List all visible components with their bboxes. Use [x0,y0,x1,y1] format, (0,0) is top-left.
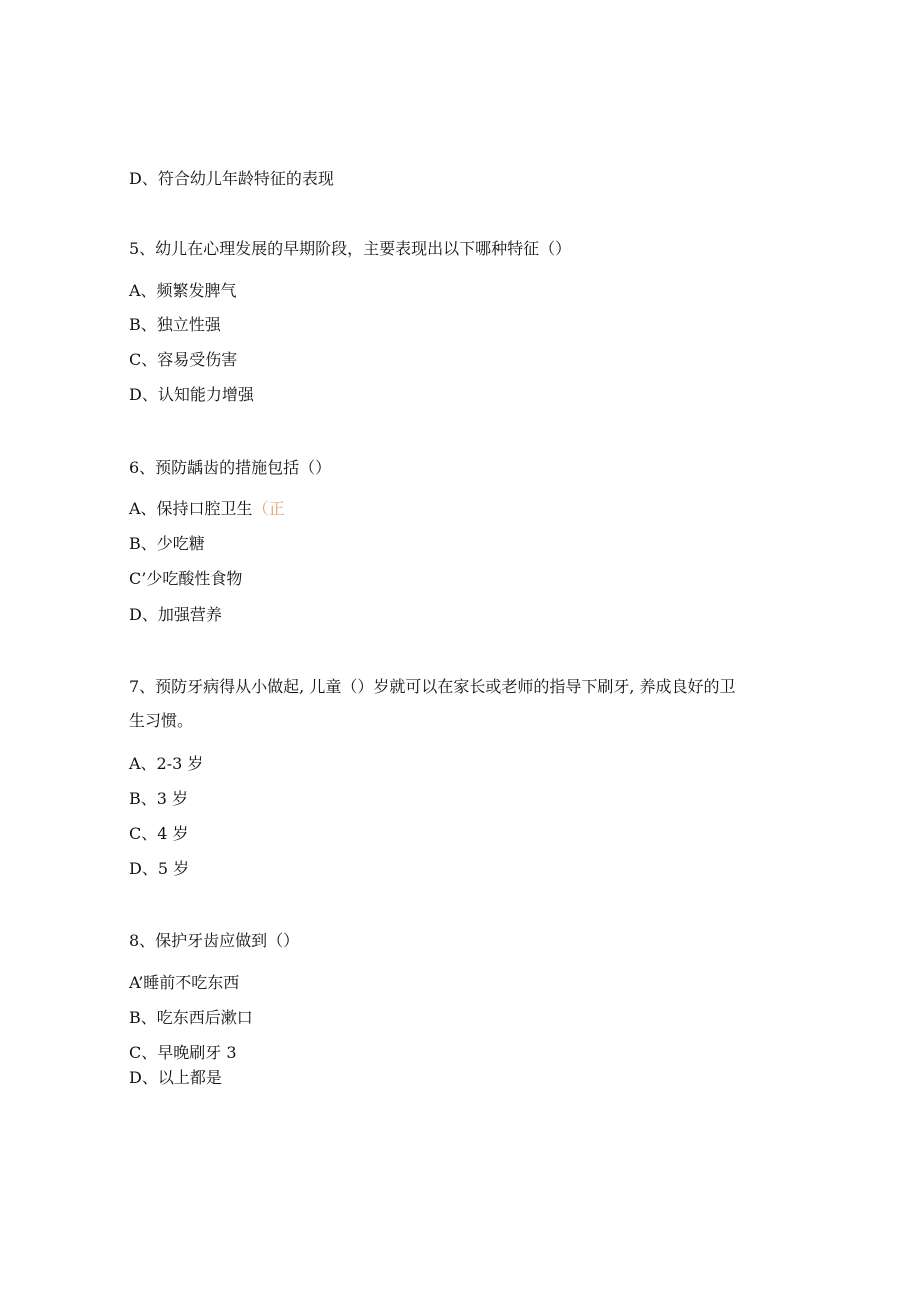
question-8-option-c: C、早晚刷牙 3 [129,1043,237,1062]
question-7-line-1: 7、预防牙病得从小做起, 儿童（）岁就可以在家长或老师的指导下刷牙, 养成良好的卫 [129,677,736,696]
question-5: 5、幼儿在心理发展的早期阶段，主要表现出以下哪种特征（） [129,239,572,258]
question-6-option-b: B、少吃糖 [129,534,205,553]
question-5-option-b: B、独立性强 [129,315,221,334]
question-7-option-b: B、3 岁 [129,789,189,808]
question-5-option-d: D、认知能力增强 [129,385,254,404]
question-7-option-a: A、2-3 岁 [129,754,204,773]
question-7-option-c: C、4 岁 [129,824,189,843]
question-8: 8、保护牙齿应做到（） [129,931,300,950]
answer-note: （正 [252,499,285,518]
question-6-option-a [129,499,285,519]
question-6-option-c: C’少吃酸性食物 [129,569,243,588]
question-6-option-d: D、加强营养 [129,605,222,624]
question-8-option-b: B、吃东西后漱口 [129,1008,253,1027]
question-8-option-a: A’睡前不吃东西 [129,973,240,992]
question-7-option-d: D、5 岁 [129,859,190,878]
question-6: 6、预防龋齿的措施包括（） [129,458,332,477]
option-d-prev: D、符合幼儿年龄特征的表现 [129,169,334,188]
question-5-option-a: A、频繁发脾气 [129,281,237,300]
question-8-option-d: D、以上都是 [129,1068,222,1087]
question-6-option-a-text: A、保持口腔卫生 [129,499,253,518]
question-7-line-2: 生习惯。 [129,711,194,730]
question-5-option-c: C、容易受伤害 [129,350,238,369]
